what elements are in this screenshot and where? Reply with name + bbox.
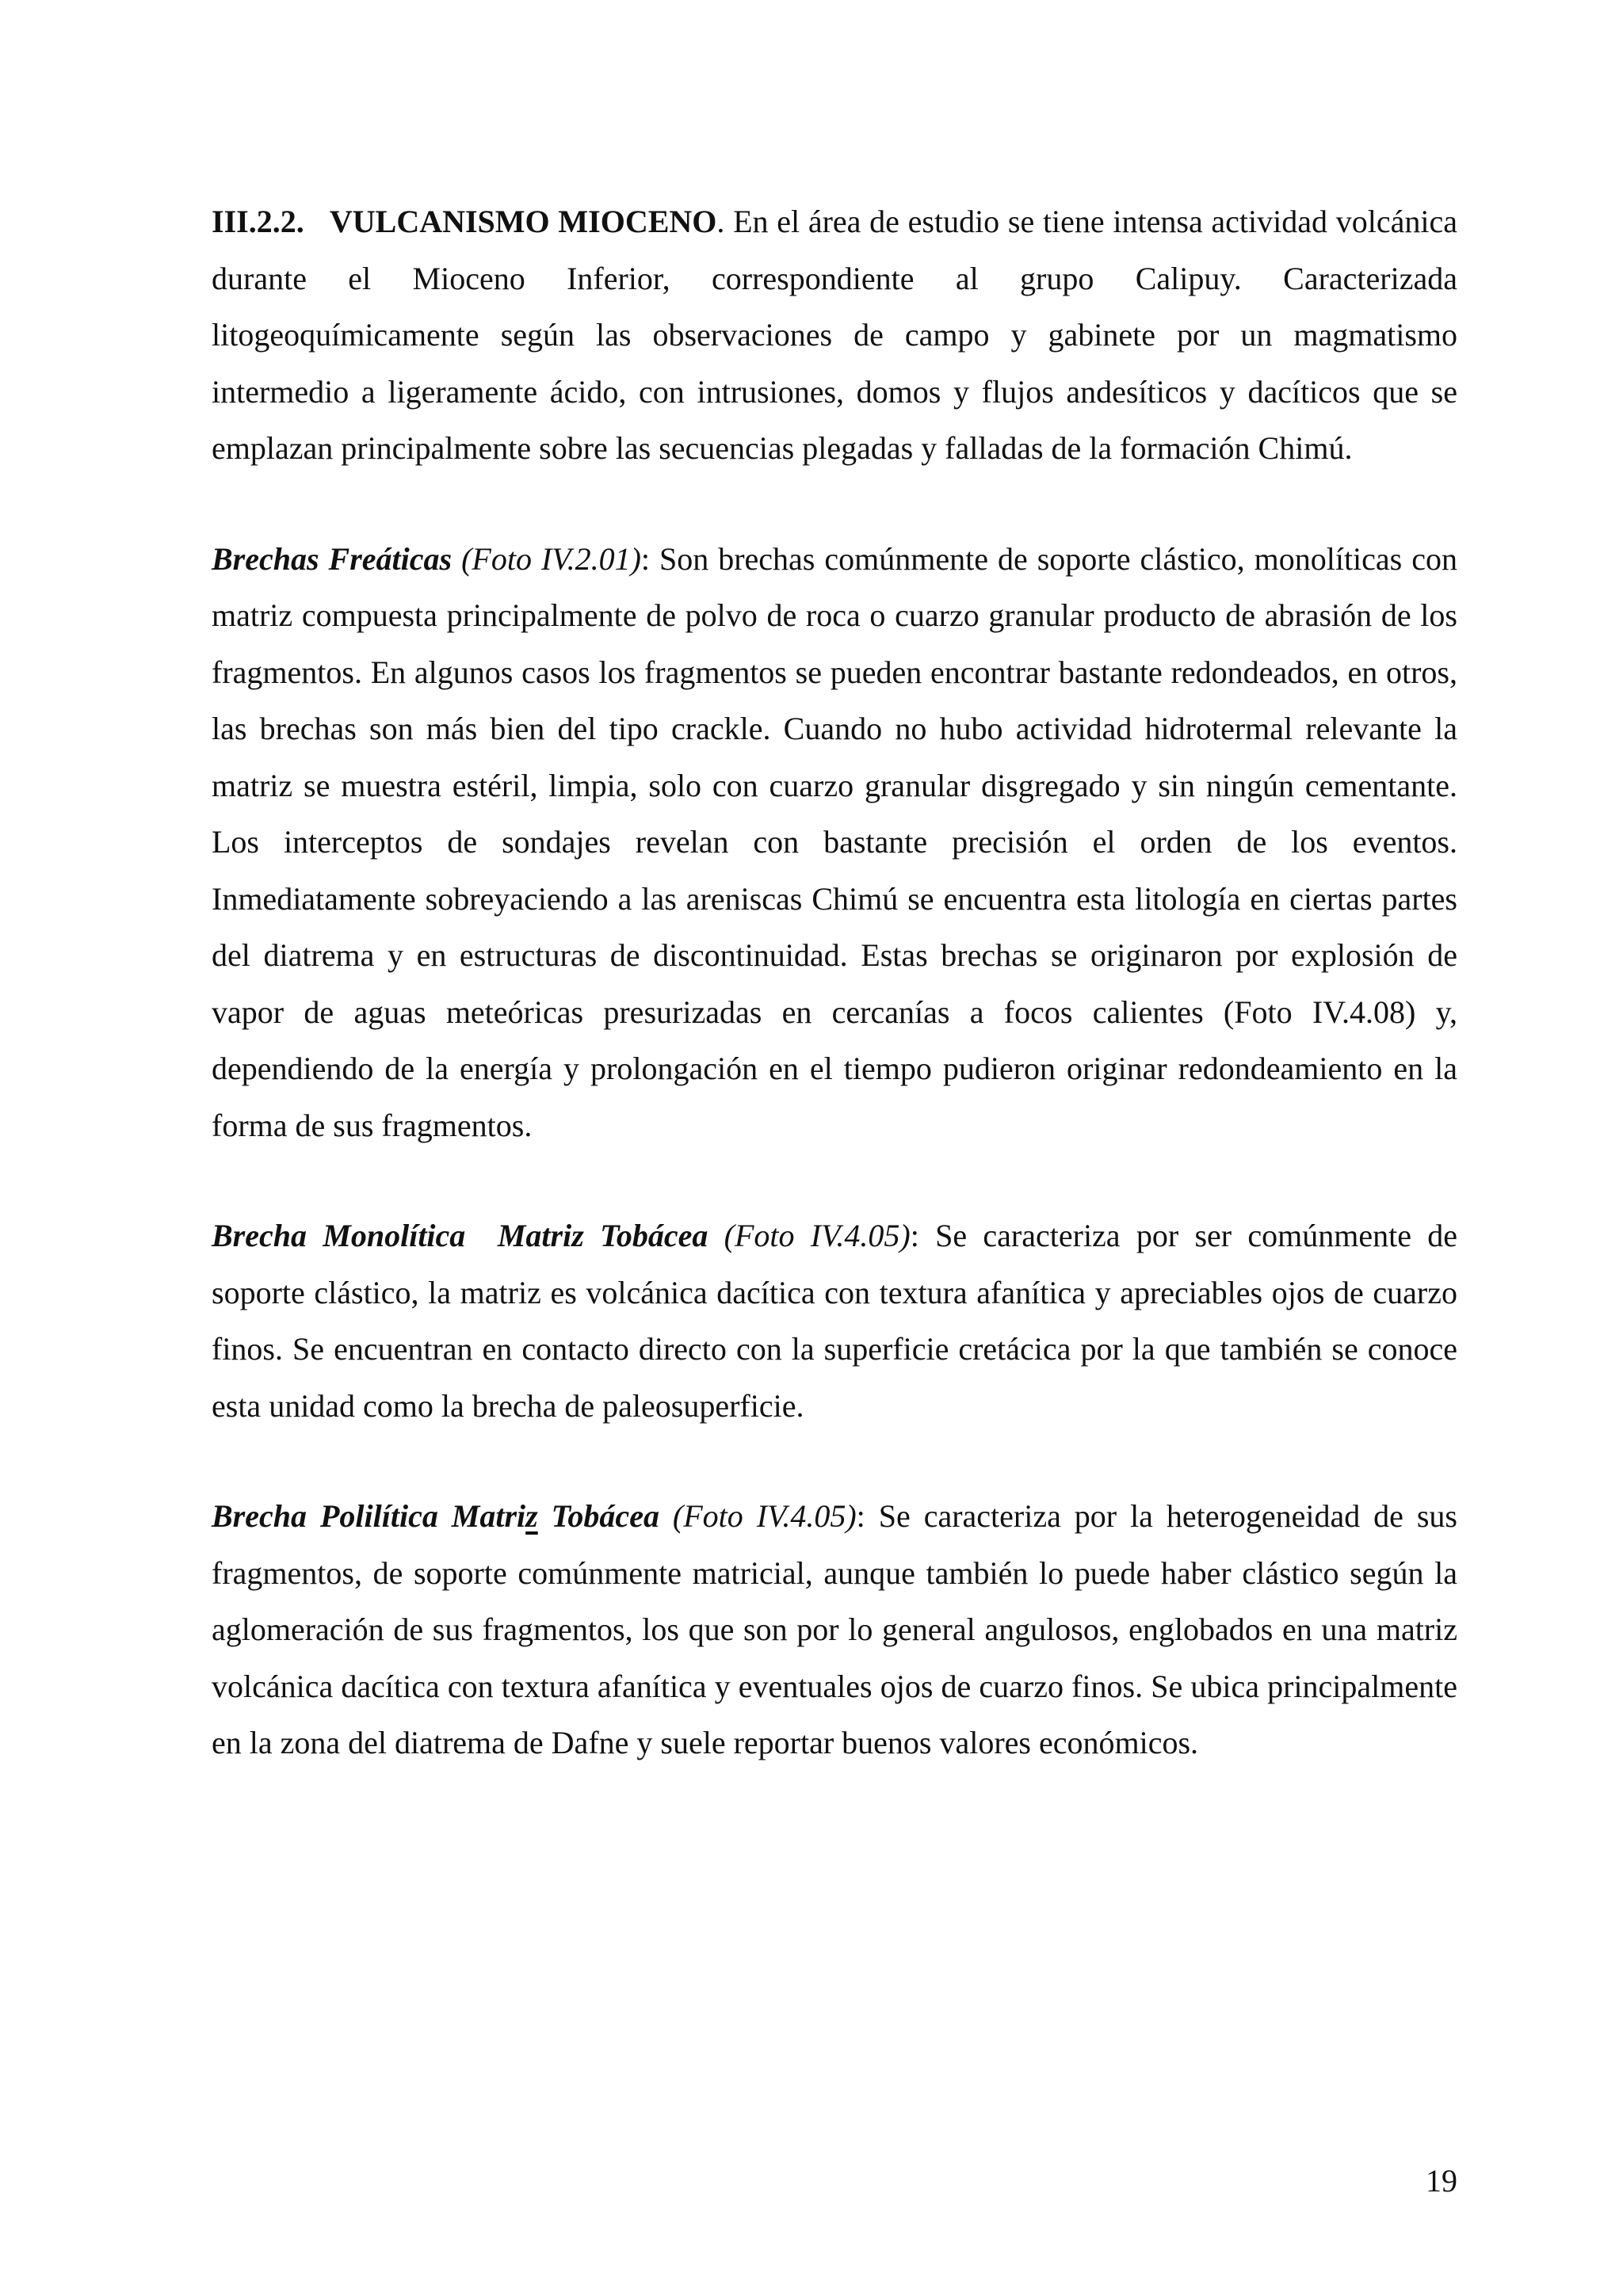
term-label: Brechas Freáticas [212, 540, 453, 577]
paragraph-body: . En el área de estudio se tiene intensa actividad volcánica durante el Mioceno Inferior, correspondiente al grupo Calipuy. Caracterizada litogeoquímicamente según las observaciones de campo y gabinete por un magmatismo intermedio a ligeramente ácido, con intrusiones, domos y flujos andesíticos y dacíticos que se emplazan principalmente sobre las secuencias plegadas y falladas de la formación Chimú. [212, 204, 1457, 466]
page-number: 19 [1426, 2163, 1457, 2199]
page-content [212, 193, 1457, 1772]
paragraph-body: : Son brechas comúnmente de soporte clástico, monolíticas con matriz compuesta principalmente de polvo de roca o cuarzo granular producto de abrasión de los fragmentos. En algunos casos los fragmentos se pueden encontrar bastante redondeados, en otros, las brechas son más bien del tipo crackle. Cuando no hubo actividad hidrotermal relevante la matriz se muestra estéril, limpia, solo con cuarzo granular disgregado y sin ningún cementante. Los interceptos de sondajes revelan con bastante precisión el orden de los eventos. Inmediatamente sobreyaciendo a las areniscas Chimú se encuentra esta litología en ciertas partes del diatrema y en estructuras de discontinuidad. Estas brechas se originaron por explosión de vapor de aguas meteóricas presurizadas en cercanías a focos calientes (Foto IV.4.08) y, dependiendo de la energía y prolongación en el tiempo pudieron originar redondeamiento en la forma de sus fragmentos. [212, 540, 1457, 1143]
paragraph-brecha-monolitica [212, 1207, 1457, 1434]
paragraph-brecha-polilitica [212, 1488, 1457, 1772]
photo-reference: (Foto IV.4.05) [672, 1498, 857, 1534]
paragraph-body: : Se caracteriza por la heterogeneidad de sus fragmentos, de soporte comúnmente matricial, aunque también lo puede haber clástico según la aglomeración de sus fragmentos, los que son por lo general angulosos, englobados en una matriz volcánica dacítica con textura afanítica y eventuales ojos de cuarzo finos. Se ubica principalmente en la zona del diatrema de Dafne y suele reportar buenos valores económicos. [212, 1498, 1458, 1760]
photo-reference: (Foto IV.4.05) [724, 1218, 911, 1253]
paragraph-vulcanismo-mioceno [212, 193, 1457, 477]
section-number: III.2.2. [212, 204, 304, 239]
photo-reference: (Foto IV.2.01) [461, 540, 641, 577]
term-label: Brecha Monolítica Matriz Tobácea [212, 1218, 708, 1253]
term-label: Brecha Polilítica Matriz Tobácea [212, 1498, 659, 1534]
paragraph-body: : Se caracteriza por ser comúnmente de soporte clástico, la matriz es volcánica dacítica con textura afanítica y apreciables ojos de cuarzo finos. Se encuentran en contacto directo con la superficie cretácica por la que también se conoce esta unidad como la brecha de paleosuperficie. [212, 1218, 1458, 1424]
paragraph-brechas-freaticas [212, 531, 1457, 1154]
section-heading: VULCANISMO MIOCENO [329, 204, 717, 239]
